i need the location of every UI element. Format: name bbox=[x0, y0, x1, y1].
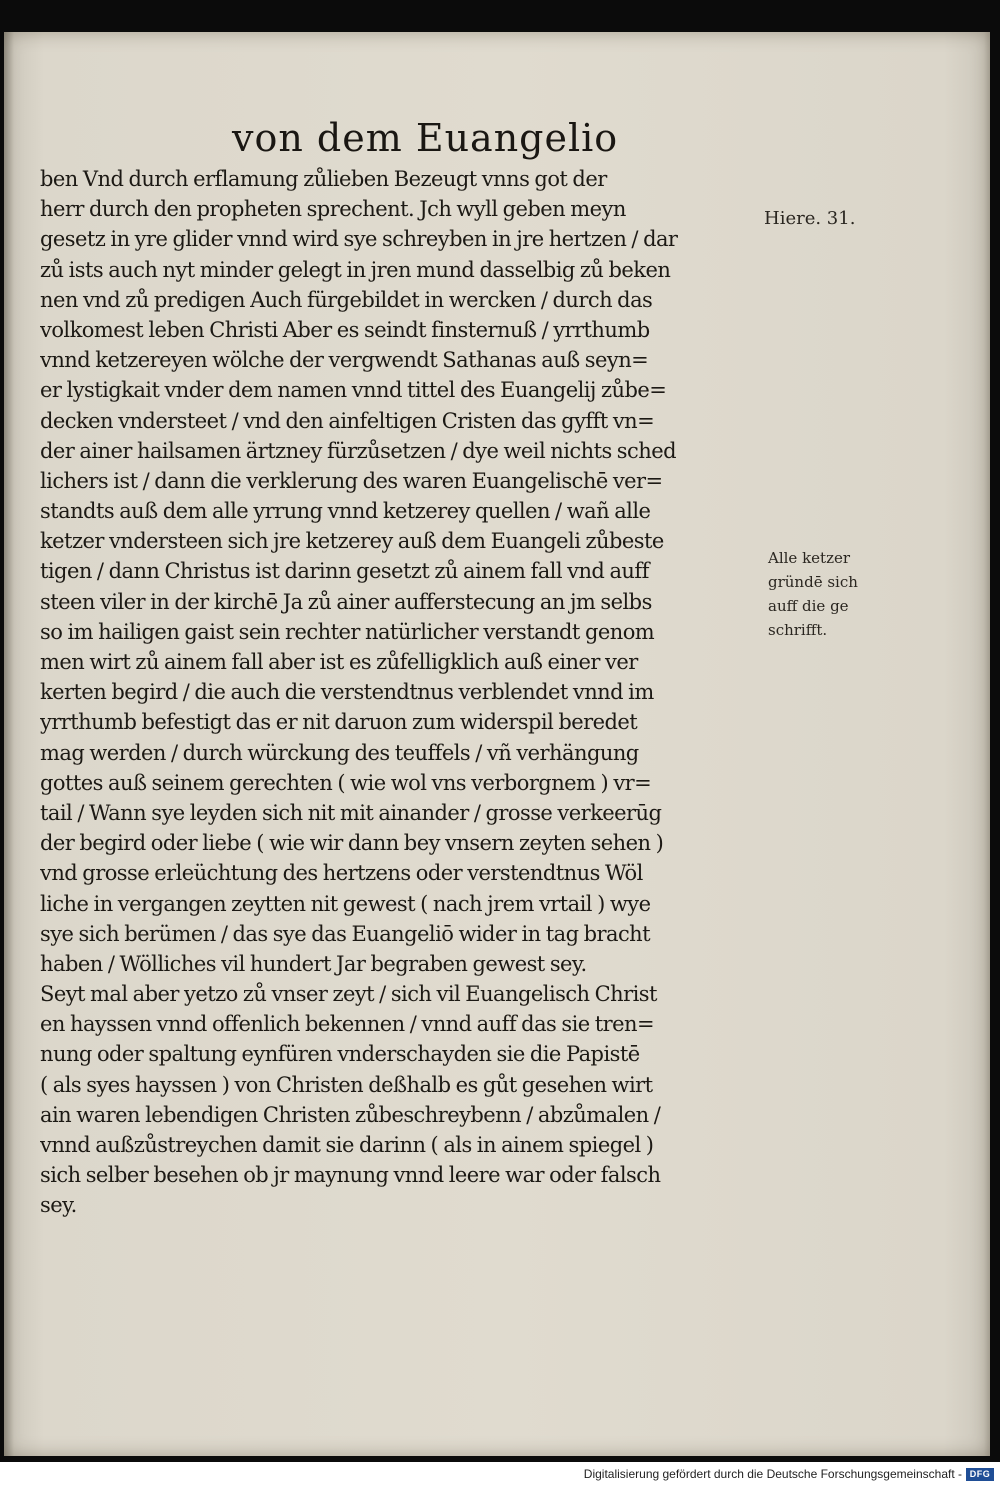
text-line: men wirt zů ainem fall aber ist es zůfelligklich auß einer ver bbox=[40, 650, 638, 674]
text-line: ketzer vndersteen sich jre ketzerey auß dem Euangeli zůbeste bbox=[40, 529, 664, 554]
marginal-note-line: Alle ketzer bbox=[768, 549, 851, 567]
text-line: Seyt mal aber yetzo zů vnser zeyt / sich vil Euangelisch Christ bbox=[40, 982, 657, 1007]
text-line: der ainer hailsamen ärtzney fürzůsetzen / dye weil nichts sched bbox=[40, 438, 676, 463]
footer-bar bbox=[0, 1462, 1000, 1488]
text-line: ( als syes hayssen ) von Christen deßhalb es gůt gesehen wirt bbox=[40, 1072, 653, 1097]
marginal-reference: Hiere. 31. bbox=[764, 208, 856, 229]
text-line: ben Vnd durch erflamung zůlieben Bezeugt vnns got der bbox=[40, 167, 607, 191]
running-head: von dem Euangelio bbox=[232, 116, 619, 160]
text-line: decken vndersteet / vnd den ainfeltigen Cristen das gyfft vn= bbox=[40, 408, 655, 433]
text-line: tail / Wann sye leyden sich nit mit ainander / grosse verkeerūg bbox=[40, 800, 662, 825]
text-line: sich selber besehen ob jr maynung vnnd leere war oder falsch bbox=[40, 1163, 661, 1188]
marginal-note-line: auff die ge bbox=[768, 597, 849, 615]
text-line: gottes auß seinem gerechten ( wie wol vns verborgnem ) vr= bbox=[40, 770, 652, 795]
text-line: herr durch den propheten sprechent. Jch wyll geben meyn bbox=[40, 197, 626, 222]
body-text bbox=[40, 164, 760, 1221]
text-line: zů ists auch nyt minder gelegt in jren mund dasselbig zů beken bbox=[40, 257, 671, 282]
book-page bbox=[4, 32, 990, 1456]
text-line: kerten begird / die auch die verstendtnus verblendet vnnd im bbox=[40, 680, 654, 705]
text-line: yrrthumb befestigt das er nit daruon zum widerspil beredet bbox=[40, 710, 638, 735]
text-line: so im hailigen gaist sein rechter natürlicher verstandt genom bbox=[40, 619, 655, 644]
marginal-note bbox=[768, 546, 858, 642]
funding-credit: Digitalisierung gefördert durch die Deutsche Forschungsgemeinschaft - bbox=[583, 1467, 962, 1481]
text-line: standts auß dem alle yrrung vnnd ketzerey quellen / wañ alle bbox=[40, 499, 651, 524]
text-line: nen vnd zů predigen Auch fürgebildet in wercken / durch das bbox=[40, 287, 653, 312]
text-line: vnd grosse erleüchtung des hertzens oder verstendtnus Wöl bbox=[40, 861, 643, 886]
text-line: gesetz in yre glider vnnd wird sye schreyben in jre hertzen / dar bbox=[40, 227, 678, 252]
text-line: en hayssen vnnd offenlich bekennen / vnnd auff das sie tren= bbox=[40, 1012, 655, 1037]
text-line: volkomest leben Christi Aber es seindt finsternuß / yrrthumb bbox=[40, 317, 650, 342]
text-line: liche in vergangen zeytten nit gewest ( nach jrem vrtail ) wye bbox=[40, 891, 651, 916]
text-line: steen viler in der kirchē Ja zů ainer aufferstecung an jm selbs bbox=[40, 589, 652, 614]
text-line: nung oder spaltung eynfüren vnderschayden sie die Papistē bbox=[40, 1042, 640, 1067]
text-line: der begird oder liebe ( wie wir dann bey vnsern zeyten sehen ) bbox=[40, 831, 664, 856]
text-line: mag werden / durch würckung des teuffels / vñ verhängung bbox=[40, 740, 639, 765]
text-line: tigen / dann Christus ist darinn gesetzt zů ainem fall vnd auff bbox=[40, 559, 649, 584]
text-line: sye sich berümen / das sye das Euangeliō wider in tag bracht bbox=[40, 921, 651, 946]
text-line: haben / Wölliches vil hundert Jar begraben gewest sey. bbox=[40, 951, 587, 976]
text-line: lichers ist / dann die verklerung des waren Euangelischē ver= bbox=[40, 468, 663, 493]
marginal-note-line: gründē sich bbox=[768, 573, 858, 591]
text-line: vnnd außzůstreychen damit sie darinn ( als in ainem spiegel ) bbox=[40, 1133, 654, 1157]
marginal-note-line: schrifft. bbox=[768, 621, 828, 639]
text-line: ain waren lebendigen Christen zůbeschreybenn / abzůmalen / bbox=[40, 1102, 661, 1127]
text-line: er lystigkait vnder dem namen vnnd tittel des Euangelij zůbe= bbox=[40, 378, 667, 403]
text-line: vnnd ketzereyen wölche der vergwendt Sathanas auß seyn= bbox=[40, 348, 649, 373]
dfg-logo: DFG bbox=[966, 1468, 994, 1481]
text-line: sey. bbox=[40, 1193, 77, 1218]
